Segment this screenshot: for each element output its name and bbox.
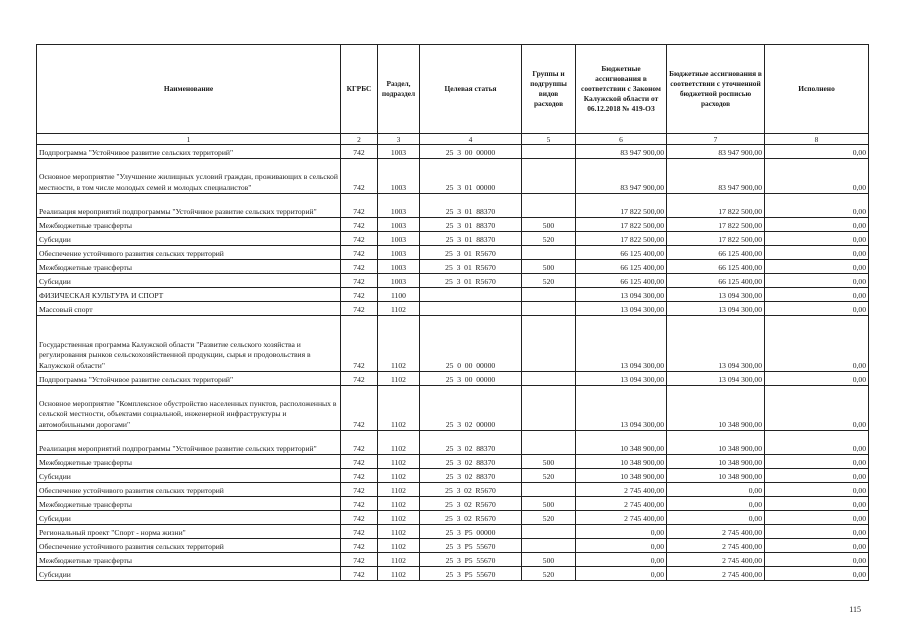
table-row [37,455,869,469]
cell-name: Субсидии [37,274,341,288]
cell-name: Массовый спорт [37,302,341,316]
table-row [37,316,869,372]
cell-group [522,483,576,497]
table-row [37,431,869,455]
cell-refined-amount: 17 822 500,00 [667,232,765,246]
cell-executed-amount: 0,00 [765,159,869,194]
cell-group [522,386,576,431]
cell-executed-amount: 0,00 [765,288,869,302]
table-row [37,260,869,274]
cell-section: 1102 [378,553,420,567]
page-number: 115 [849,605,861,614]
cell-law-amount: 13 094 300,00 [576,316,667,372]
cell-section: 1102 [378,372,420,386]
header-kgrbs: КГРБС [341,45,378,134]
table-row [37,497,869,511]
cell-law-amount: 13 094 300,00 [576,372,667,386]
cell-executed-amount: 0,00 [765,483,869,497]
cell-name: Основное мероприятие "Улучшение жилищных условий граждан, проживающих в сельской местности, в том числе молодых семей и молодых специалистов" [37,159,341,194]
cell-law-amount: 66 125 400,00 [576,274,667,288]
cell-name: Обеспечение устойчивого развития сельских территорий [37,539,341,553]
cell-kgrbs: 742 [341,232,378,246]
cell-kgrbs: 742 [341,218,378,232]
cell-kgrbs: 742 [341,525,378,539]
cell-refined-amount: 0,00 [667,511,765,525]
cell-kgrbs: 742 [341,455,378,469]
cell-section: 1102 [378,455,420,469]
cell-executed-amount: 0,00 [765,372,869,386]
cell-article: 25 3 02 00000 [420,386,522,431]
budget-rows [37,145,869,581]
cell-kgrbs: 742 [341,497,378,511]
cell-group [522,372,576,386]
cell-article: 25 3 P5 55670 [420,539,522,553]
cell-refined-amount: 10 348 900,00 [667,431,765,455]
cell-refined-amount: 10 348 900,00 [667,455,765,469]
cell-refined-amount: 0,00 [667,497,765,511]
cell-law-amount: 83 947 900,00 [576,145,667,159]
cell-group [522,302,576,316]
cell-refined-amount: 0,00 [667,483,765,497]
cell-section: 1102 [378,539,420,553]
cell-group: 500 [522,218,576,232]
table-row [37,372,869,386]
cell-article: 25 3 01 88370 [420,218,522,232]
cell-section: 1003 [378,218,420,232]
cell-law-amount: 17 822 500,00 [576,232,667,246]
header-groups: Группы и подгруппы видов расходов [522,45,576,134]
cell-kgrbs: 742 [341,159,378,194]
cell-article: 25 3 02 88370 [420,455,522,469]
cell-section: 1003 [378,194,420,218]
table-row [37,483,869,497]
column-number-row [37,134,869,145]
cell-section: 1102 [378,469,420,483]
cell-executed-amount: 0,00 [765,525,869,539]
cell-name: Региональный проект "Спорт - норма жизни" [37,525,341,539]
cell-name: Межбюджетные трансферты [37,553,341,567]
cell-executed-amount: 0,00 [765,567,869,581]
cell-kgrbs: 742 [341,145,378,159]
cell-executed-amount: 0,00 [765,194,869,218]
cell-article: 25 3 01 88370 [420,232,522,246]
cell-refined-amount: 2 745 400,00 [667,539,765,553]
cell-name: Межбюджетные трансферты [37,260,341,274]
table-row [37,302,869,316]
cell-name: Межбюджетные трансферты [37,455,341,469]
cell-section: 1102 [378,483,420,497]
table-row [37,567,869,581]
table-row [37,525,869,539]
cell-name: Субсидии [37,232,341,246]
table-row [37,218,869,232]
cell-kgrbs: 742 [341,386,378,431]
cell-article: 25 3 02 88370 [420,469,522,483]
cell-section: 1102 [378,302,420,316]
cell-kgrbs: 742 [341,260,378,274]
cell-law-amount: 0,00 [576,539,667,553]
cell-group [522,194,576,218]
cell-refined-amount: 2 745 400,00 [667,525,765,539]
cell-name: Реализация мероприятий подпрограммы "Устойчивое развитие сельских территорий" [37,194,341,218]
cell-refined-amount: 2 745 400,00 [667,553,765,567]
cell-section: 1003 [378,145,420,159]
cell-section: 1003 [378,246,420,260]
cell-law-amount: 10 348 900,00 [576,469,667,483]
header-refined: Бюджетные ассигнования в соответствии с уточненной бюджетной росписью расходов [667,45,765,134]
cell-section: 1003 [378,274,420,288]
budget-table [36,44,869,581]
cell-law-amount: 66 125 400,00 [576,260,667,274]
cell-kgrbs: 742 [341,194,378,218]
cell-kgrbs: 742 [341,302,378,316]
cell-name: Межбюджетные трансферты [37,497,341,511]
cell-kgrbs: 742 [341,567,378,581]
cell-executed-amount: 0,00 [765,232,869,246]
cell-kgrbs: 742 [341,316,378,372]
cell-article: 25 3 02 88370 [420,431,522,455]
cell-article: 25 3 00 00000 [420,145,522,159]
cell-name: Субсидии [37,469,341,483]
cell-law-amount: 0,00 [576,525,667,539]
cell-executed-amount: 0,00 [765,145,869,159]
header-row [37,45,869,134]
cell-refined-amount: 13 094 300,00 [667,288,765,302]
cell-section: 1003 [378,232,420,246]
header-name: Наименование [37,45,341,134]
cell-law-amount: 2 745 400,00 [576,497,667,511]
cell-group: 520 [522,511,576,525]
cell-group: 520 [522,232,576,246]
cell-kgrbs: 742 [341,372,378,386]
cell-group [522,246,576,260]
cell-section: 1102 [378,567,420,581]
cell-name: Реализация мероприятий подпрограммы "Устойчивое развитие сельских территорий" [37,431,341,455]
cell-article: 25 3 01 R5670 [420,260,522,274]
cell-refined-amount: 13 094 300,00 [667,316,765,372]
cell-article: 25 3 P5 55670 [420,567,522,581]
cell-kgrbs: 742 [341,469,378,483]
cell-kgrbs: 742 [341,274,378,288]
cell-article: 25 3 01 88370 [420,194,522,218]
table-row [37,159,869,194]
cell-section: 1102 [378,511,420,525]
cell-law-amount: 13 094 300,00 [576,386,667,431]
cell-group: 500 [522,553,576,567]
cell-group: 520 [522,274,576,288]
cell-group: 520 [522,469,576,483]
cell-executed-amount: 0,00 [765,511,869,525]
column-number: 2 [341,134,378,145]
header-law: Бюджетные ассигнования в соответствии с Законом Калужской области от 06.12.2018 № 419-ОЗ [576,45,667,134]
table-row [37,246,869,260]
cell-refined-amount: 2 745 400,00 [667,567,765,581]
cell-article: 25 3 02 R5670 [420,497,522,511]
cell-name: Подпрограмма "Устойчивое развитие сельских территорий" [37,372,341,386]
table-row [37,553,869,567]
cell-article [420,302,522,316]
cell-name: Субсидии [37,567,341,581]
cell-name: Подпрограмма "Устойчивое развитие сельских территорий" [37,145,341,159]
cell-refined-amount: 13 094 300,00 [667,302,765,316]
cell-article: 25 3 00 00000 [420,372,522,386]
cell-kgrbs: 742 [341,483,378,497]
cell-article: 25 3 01 R5670 [420,246,522,260]
cell-kgrbs: 742 [341,288,378,302]
cell-kgrbs: 742 [341,511,378,525]
cell-executed-amount: 0,00 [765,302,869,316]
column-number: 3 [378,134,420,145]
cell-executed-amount: 0,00 [765,246,869,260]
cell-executed-amount: 0,00 [765,218,869,232]
cell-law-amount: 13 094 300,00 [576,302,667,316]
cell-section: 1102 [378,431,420,455]
cell-refined-amount: 66 125 400,00 [667,274,765,288]
table-row [37,145,869,159]
column-number: 6 [576,134,667,145]
cell-group [522,159,576,194]
cell-law-amount: 10 348 900,00 [576,431,667,455]
cell-law-amount: 17 822 500,00 [576,218,667,232]
cell-refined-amount: 83 947 900,00 [667,145,765,159]
cell-name: Межбюджетные трансферты [37,218,341,232]
cell-refined-amount: 17 822 500,00 [667,218,765,232]
cell-group [522,145,576,159]
cell-law-amount: 10 348 900,00 [576,455,667,469]
cell-executed-amount: 0,00 [765,274,869,288]
column-number: 1 [37,134,341,145]
cell-refined-amount: 10 348 900,00 [667,386,765,431]
table-row [37,274,869,288]
table-row [37,288,869,302]
cell-group [522,431,576,455]
table-row [37,539,869,553]
header-article: Целевая статья [420,45,522,134]
column-number: 7 [667,134,765,145]
cell-group: 500 [522,497,576,511]
cell-executed-amount: 0,00 [765,386,869,431]
cell-executed-amount: 0,00 [765,260,869,274]
cell-group [522,539,576,553]
cell-article: 25 0 00 00000 [420,316,522,372]
cell-section: 1102 [378,525,420,539]
cell-section: 1102 [378,316,420,372]
cell-group [522,525,576,539]
cell-refined-amount: 66 125 400,00 [667,246,765,260]
cell-law-amount: 2 745 400,00 [576,511,667,525]
cell-law-amount: 2 745 400,00 [576,483,667,497]
cell-section: 1003 [378,159,420,194]
cell-group: 500 [522,455,576,469]
column-number: 4 [420,134,522,145]
cell-law-amount: 0,00 [576,553,667,567]
table-row [37,469,869,483]
cell-refined-amount: 13 094 300,00 [667,372,765,386]
cell-article: 25 3 02 R5670 [420,511,522,525]
cell-article: 25 3 01 00000 [420,159,522,194]
column-number: 5 [522,134,576,145]
cell-executed-amount: 0,00 [765,497,869,511]
cell-refined-amount: 66 125 400,00 [667,260,765,274]
cell-refined-amount: 83 947 900,00 [667,159,765,194]
cell-group [522,316,576,372]
cell-executed-amount: 0,00 [765,316,869,372]
header-section: Раздел, подраздел [378,45,420,134]
cell-refined-amount: 17 822 500,00 [667,194,765,218]
cell-executed-amount: 0,00 [765,539,869,553]
table-row [37,194,869,218]
cell-article: 25 3 P5 00000 [420,525,522,539]
cell-group: 500 [522,260,576,274]
cell-law-amount: 83 947 900,00 [576,159,667,194]
cell-kgrbs: 742 [341,431,378,455]
cell-refined-amount: 10 348 900,00 [667,469,765,483]
cell-executed-amount: 0,00 [765,553,869,567]
cell-section: 1100 [378,288,420,302]
header-executed: Исполнено [765,45,869,134]
cell-group: 520 [522,567,576,581]
cell-kgrbs: 742 [341,246,378,260]
cell-article: 25 3 P5 55670 [420,553,522,567]
cell-article: 25 3 01 R5670 [420,274,522,288]
cell-name: Государственная программа Калужской области "Развитие сельского хозяйства и регулирования рынков сельскохозяйственной продукции, сырья и продовольствия в Калужской области" [37,316,341,372]
cell-executed-amount: 0,00 [765,431,869,455]
cell-name: Обеспечение устойчивого развития сельских территорий [37,483,341,497]
column-number: 8 [765,134,869,145]
cell-law-amount: 66 125 400,00 [576,246,667,260]
cell-kgrbs: 742 [341,539,378,553]
cell-executed-amount: 0,00 [765,455,869,469]
cell-name: Субсидии [37,511,341,525]
cell-name: Обеспечение устойчивого развития сельских территорий [37,246,341,260]
cell-article [420,288,522,302]
table-row [37,386,869,431]
cell-section: 1102 [378,497,420,511]
cell-section: 1003 [378,260,420,274]
cell-name: ФИЗИЧЕСКАЯ КУЛЬТУРА И СПОРТ [37,288,341,302]
cell-law-amount: 13 094 300,00 [576,288,667,302]
cell-section: 1102 [378,386,420,431]
cell-executed-amount: 0,00 [765,469,869,483]
cell-group [522,288,576,302]
budget-sheet [36,44,868,581]
cell-kgrbs: 742 [341,553,378,567]
table-row [37,232,869,246]
table-row [37,511,869,525]
cell-article: 25 3 02 R5670 [420,483,522,497]
cell-name: Основное мероприятие "Комплексное обустройство населенных пунктов, расположенных в сельской местности, объектами социальной, инженерной инфраструктуры и автомобильными дорогами" [37,386,341,431]
cell-law-amount: 0,00 [576,567,667,581]
cell-law-amount: 17 822 500,00 [576,194,667,218]
